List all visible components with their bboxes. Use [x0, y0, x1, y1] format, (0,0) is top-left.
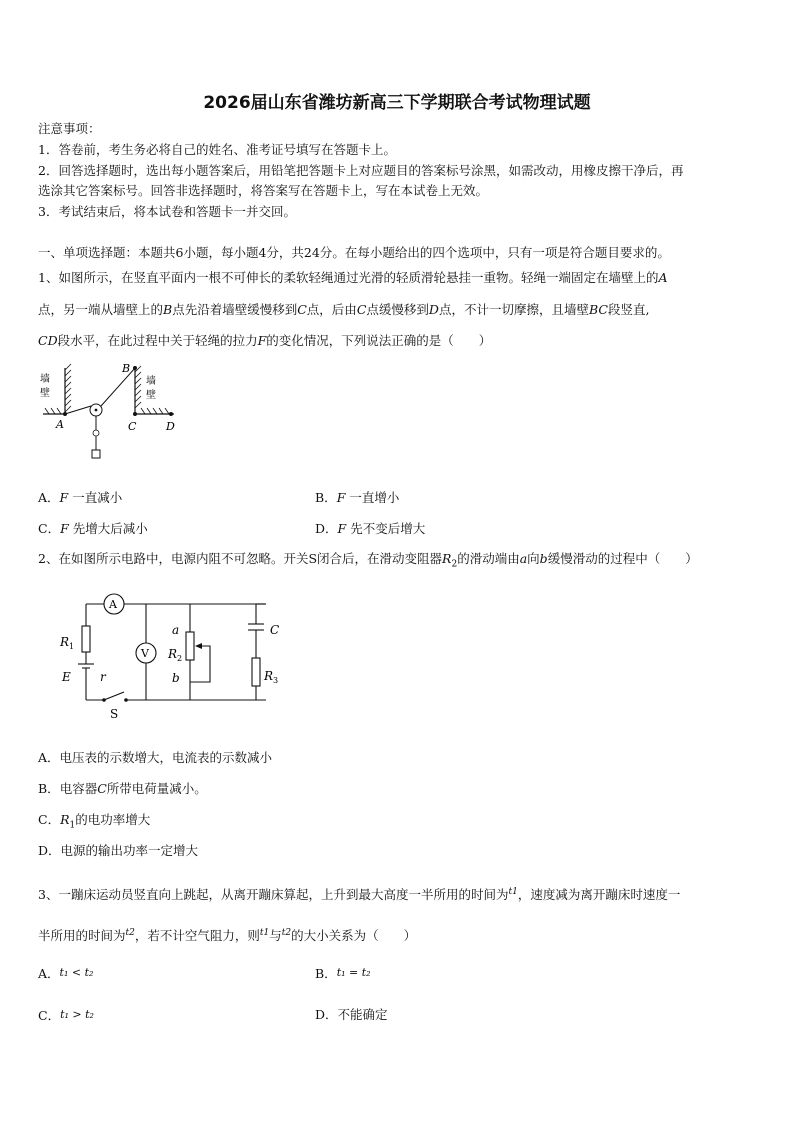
q1-var-bc: BC	[588, 302, 608, 317]
option-key: D．	[315, 521, 338, 536]
q2-var-sub: 2	[451, 559, 458, 570]
section-heading: 一、单项选择题：本题共6小题，每小题4分，共24分。在每小题给出的四个选项中，只有一项是符合题目要求的。	[38, 245, 670, 260]
capacitor-label: C	[270, 623, 280, 637]
option-key: C．	[38, 812, 61, 827]
q3-text: 的大小关系为（ ）	[291, 928, 417, 944]
point-a-label: A	[56, 418, 64, 431]
q2-var-a: a	[519, 551, 528, 566]
option-text: 先不变后增大	[350, 521, 426, 536]
q3-text: ，速度减为离开蹦床时速度一	[517, 887, 681, 903]
option-key: B．	[315, 490, 337, 505]
q3-stem-line1	[38, 884, 680, 903]
option-text: 的电功率增大	[75, 812, 151, 827]
page-title: 2026届山东省潍坊新高三下学期联合考试物理试题	[203, 93, 591, 113]
emf-label: E	[62, 670, 71, 684]
voltmeter-label: V	[141, 647, 149, 660]
option-text: 一直减小	[72, 490, 123, 505]
r3-sub: 3	[273, 676, 279, 685]
t-letter: t	[281, 928, 286, 938]
q1-option-a[interactable]	[38, 490, 122, 506]
wall-right-label: 墙	[146, 376, 156, 387]
q2-option-d[interactable]	[38, 843, 198, 859]
switch-label: S	[110, 707, 119, 721]
r2-label	[167, 647, 182, 663]
option-var: F	[60, 521, 69, 536]
q1-var-a: A	[658, 270, 668, 285]
q1-stem-line2	[38, 302, 649, 318]
t-sub: 1	[512, 887, 518, 897]
q1-var-cd: CD	[38, 333, 58, 348]
q1-text: 点，另一端从墙壁上的	[38, 302, 164, 317]
option-text: 电压表的示数增大，电流表的示数减小	[59, 750, 273, 765]
t-sub: 1	[263, 928, 270, 938]
t-letter: t	[259, 928, 264, 938]
q2-option-c[interactable]	[38, 812, 150, 834]
option-sub: 1	[69, 820, 76, 831]
q2-option-a[interactable]	[38, 750, 272, 766]
r1-sub: 1	[69, 642, 75, 651]
q3-var-t2	[282, 928, 291, 938]
point-b-label: B	[122, 362, 131, 375]
r1-label	[59, 635, 74, 651]
terminal-b-label: b	[172, 671, 180, 685]
q1-text: 1、如图所示，在竖直平面内一根不可伸长的柔软轻绳通过光滑的轻质滑轮悬挂一重物。轻绳一端固定在墙壁上的	[38, 270, 659, 285]
option-key: D．	[38, 843, 61, 858]
r3-letter: R	[264, 669, 274, 683]
option-var: F	[59, 490, 69, 505]
wall-right-label: 壁	[146, 390, 156, 401]
notes-heading: 注意事项：	[38, 121, 101, 136]
note-item: 1．答卷前，考生务必将自己的姓名、准考证号填写在答题卡上。	[38, 142, 396, 157]
q2-option-b[interactable]	[38, 781, 207, 797]
r1-letter: R	[60, 635, 70, 649]
q1-text: 点先沿着墙壁缓慢移到	[172, 302, 298, 317]
option-key: A．	[38, 750, 60, 765]
q1-text: 点，不计一切摩擦，且墙壁	[438, 302, 589, 317]
option-text: 不能确定	[337, 1007, 388, 1022]
q2-var-b: b	[539, 551, 548, 566]
q1-stem-line3	[38, 333, 491, 349]
option-text: 一直增小	[349, 490, 400, 505]
q1-var-f: F	[257, 333, 267, 348]
q1-option-c[interactable]	[38, 521, 148, 537]
option-key: B．	[38, 781, 60, 796]
option-var: R	[60, 812, 70, 827]
q3-text: 3、一蹦床运动员竖直向上跳起，从离开蹦床算起，上升到最大高度一半所用的时间为	[38, 887, 509, 903]
q3-stem-line2	[38, 925, 416, 944]
option-text: 电源的输出功率一定增大	[60, 843, 199, 858]
pulley-figure	[38, 358, 198, 476]
q2-text: 2、在如图所示电路中，电源内阻不可忽略。开关S闭合后，在滑动变阻器	[38, 551, 443, 566]
point-c-label: C	[128, 420, 137, 433]
q3-text: 半所用的时间为	[38, 928, 126, 944]
q3-var-t2	[126, 928, 135, 938]
option-expr: t₁ > t₂	[60, 1008, 94, 1021]
ammeter-label: A	[109, 598, 117, 611]
point-d-label: D	[166, 420, 175, 433]
q3-option-c[interactable]	[38, 1007, 94, 1024]
q3-text: 与	[269, 928, 282, 944]
q2-stem	[38, 551, 698, 573]
q1-option-b[interactable]	[315, 490, 399, 506]
q1-text: 点，后由	[306, 302, 357, 317]
t-letter: t	[508, 887, 513, 897]
q1-var-c: C	[297, 302, 307, 317]
internal-r-label: r	[100, 670, 106, 684]
q3-option-b[interactable]	[315, 965, 371, 982]
option-key: A．	[38, 490, 60, 505]
q1-text: 点缓慢移到	[366, 302, 429, 317]
note-item: 选涂其它答案标号。回答非选择题时，将答案写在答题卡上，写在本试卷上无效。	[38, 183, 489, 198]
note-item: 3．考试结束后，将本试卷和答题卡一并交回。	[38, 204, 296, 219]
q3-var-t1	[260, 928, 269, 938]
option-var: F	[336, 490, 346, 505]
q2-var-r: R	[442, 551, 452, 566]
option-text: 先增大后减小	[72, 521, 148, 536]
option-var: F	[337, 521, 347, 536]
q2-text: 缓慢滑动的过程中（ ）	[547, 551, 698, 566]
q2-text: 的滑动端由	[457, 551, 520, 566]
q2-text: 向	[527, 551, 540, 566]
r2-letter: R	[168, 647, 178, 661]
q3-option-d[interactable]	[315, 1007, 388, 1023]
q1-option-d[interactable]	[315, 521, 425, 537]
terminal-a-label: a	[172, 623, 180, 637]
q1-stem-line1	[38, 270, 668, 286]
q1-var-d: D	[428, 302, 439, 317]
t-sub: 2	[285, 928, 292, 938]
option-text: 所带电荷量减小。	[106, 781, 207, 796]
wall-left-label: 墙	[40, 374, 50, 385]
option-expr: t₁ < t₂	[59, 966, 94, 979]
option-key: C．	[38, 521, 61, 536]
wall-left-label: 壁	[40, 388, 50, 399]
q1-text: 段竖直,	[607, 302, 650, 317]
q1-var-b: B	[163, 302, 173, 317]
option-key: A．	[38, 966, 60, 981]
r3-label	[263, 669, 278, 685]
option-var: C	[97, 781, 107, 796]
q1-var-c: C	[356, 302, 367, 317]
option-expr: t₁ = t₂	[336, 966, 371, 979]
option-key: C．	[38, 1008, 61, 1023]
q3-option-a[interactable]	[38, 965, 93, 982]
q3-var-t1	[508, 887, 517, 897]
t-letter: t	[125, 928, 130, 938]
circuit-figure	[58, 588, 298, 723]
option-text: 电容器	[59, 781, 98, 796]
option-key: B．	[315, 966, 337, 981]
t-sub: 2	[129, 928, 135, 938]
q1-text: 的变化情况，下列说法正确的是（ ）	[266, 333, 492, 348]
q3-text: ，若不计空气阻力，则	[134, 928, 260, 944]
r2-sub: 2	[177, 654, 183, 663]
q1-text: 段水平，在此过程中关于轻绳的拉力	[57, 333, 258, 348]
note-item: 2．回答选择题时，选出每小题答案后，用铅笔把答题卡上对应题目的答案标号涂黑，如需改动，用橡皮擦干净后，再	[38, 163, 684, 178]
option-key: D．	[315, 1007, 338, 1022]
